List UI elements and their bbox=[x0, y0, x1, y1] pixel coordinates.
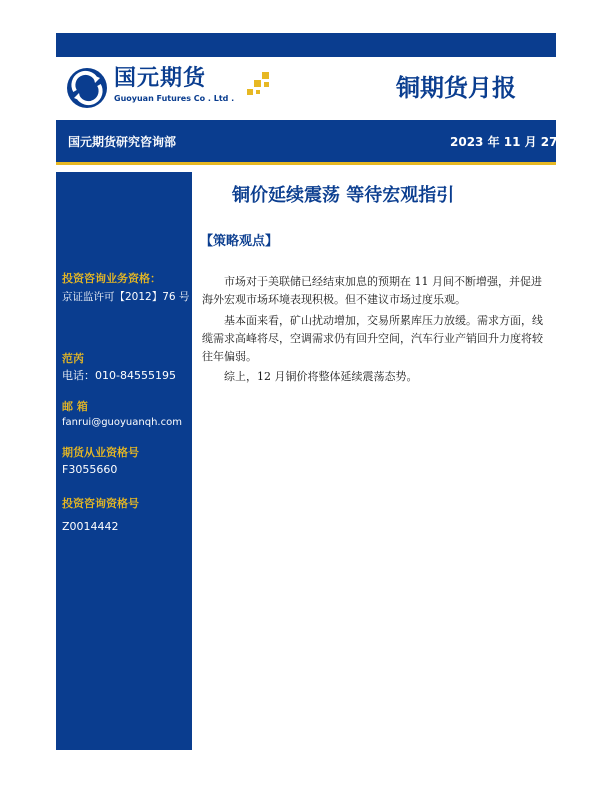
futures-license-number: F3055660 bbox=[62, 463, 118, 476]
report-title: 铜价延续震荡 等待宏观指引 bbox=[232, 185, 455, 206]
strategy-paragraph: 市场对于美联储已经结束加息的预期在 11 月间不断增强，并促进海外宏观市场环境表现积极。但不建议市场过度乐观。 bbox=[202, 275, 542, 306]
email-label: 邮 箱 bbox=[62, 400, 88, 413]
analyst-name: 范芮 bbox=[62, 352, 84, 365]
report-date: 2023 年 11 月 27 日 bbox=[450, 135, 574, 149]
department-name: 国元期货研究咨询部 bbox=[68, 135, 177, 149]
strategy-section-heading: 【策略观点】 bbox=[200, 234, 279, 249]
company-name-cn: 国元期货 bbox=[114, 66, 207, 91]
strategy-paragraph: 基本面来看，矿山扰动增加，交易所累库压力放缓。需求方面，线缆需求高峰将尽，空调需求仍有回升空间，汽车行业产销回升力度将较往年偏弱。 bbox=[202, 314, 543, 363]
logo-decoration-squares-icon bbox=[244, 70, 272, 98]
consult-license-number: Z0014442 bbox=[62, 520, 119, 533]
analyst-sidebar bbox=[56, 172, 192, 750]
top-banner-bar bbox=[56, 33, 556, 57]
qualification-label: 投资咨询业务资格： bbox=[62, 272, 161, 285]
futures-license-label: 期货从业资格号 bbox=[62, 446, 139, 459]
analyst-email: fanrui@guoyuanqh.com bbox=[62, 417, 182, 428]
header-band-divider bbox=[56, 162, 556, 165]
consult-license-label: 投资咨询资格号 bbox=[62, 497, 139, 510]
analyst-phone: 电话：010-84555195 bbox=[62, 369, 176, 382]
strategy-paragraph: 综上，12 月铜价将整体延续震荡态势。 bbox=[224, 370, 418, 383]
guoyuan-logo-icon bbox=[66, 67, 108, 109]
qualification-value: 京证监许可【2012】76 号 bbox=[62, 291, 190, 303]
report-type-title: 铜期货月报 bbox=[396, 74, 516, 102]
company-name-en: Guoyuan Futures Co . Ltd . bbox=[114, 94, 235, 103]
